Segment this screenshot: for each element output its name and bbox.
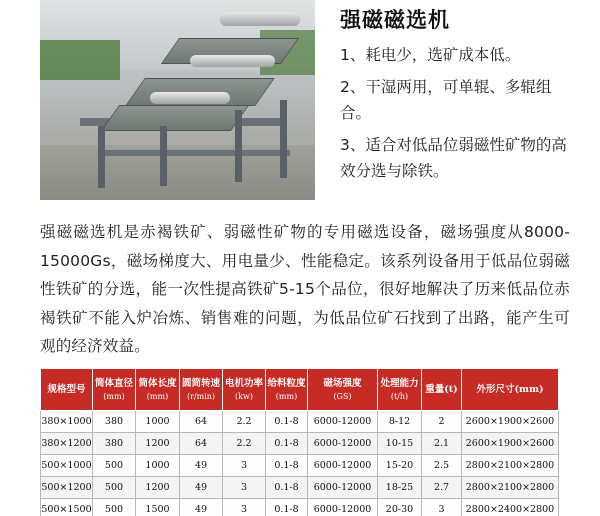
spec-table bbox=[40, 368, 559, 516]
table-cell: 2800×2400×2800 bbox=[462, 499, 559, 516]
photo-background-machine bbox=[40, 40, 120, 80]
table-cell: 2 bbox=[422, 411, 462, 433]
table-cell: 6000-12000 bbox=[308, 499, 378, 516]
table-cell: 0.1-8 bbox=[266, 455, 308, 477]
product-photo bbox=[40, 0, 315, 200]
table-cell: 49 bbox=[180, 477, 223, 499]
table-cell: 2.1 bbox=[422, 433, 462, 455]
table-cell: 1000 bbox=[136, 411, 180, 433]
table-cell: 2.2 bbox=[223, 411, 266, 433]
table-cell: 1000 bbox=[136, 455, 180, 477]
machine-leg bbox=[235, 110, 242, 182]
spec-table-header-row bbox=[41, 369, 559, 411]
table-cell: 500 bbox=[93, 499, 136, 516]
table-cell: 6000-12000 bbox=[308, 433, 378, 455]
machine-leg bbox=[160, 126, 167, 186]
table-cell: 500 bbox=[93, 477, 136, 499]
table-cell: 500 bbox=[93, 455, 136, 477]
table-cell: 2800×2100×2800 bbox=[462, 455, 559, 477]
machine-roller-mid bbox=[190, 55, 275, 67]
header-capacity: 处理能力 (t/h) bbox=[378, 369, 422, 411]
table-cell: 2600×1900×2600 bbox=[462, 433, 559, 455]
table-row bbox=[41, 499, 559, 516]
header-drum-diameter: 筒体直径 (mm) bbox=[93, 369, 136, 411]
table-cell: 64 bbox=[180, 433, 223, 455]
table-cell: 49 bbox=[180, 499, 223, 516]
product-title: 强磁磁选机 bbox=[340, 8, 450, 32]
table-cell: 2.5 bbox=[422, 455, 462, 477]
table-cell: 0.1-8 bbox=[266, 411, 308, 433]
table-cell: 3 bbox=[422, 499, 462, 516]
machine-leg bbox=[280, 100, 287, 178]
table-cell: 1200 bbox=[136, 433, 180, 455]
machine-frame-rail-lower bbox=[100, 150, 290, 156]
table-row bbox=[41, 455, 559, 477]
table-cell: 6000-12000 bbox=[308, 455, 378, 477]
table-cell: 15-20 bbox=[378, 455, 422, 477]
table-cell: 0.1-8 bbox=[266, 433, 308, 455]
table-cell: 0.1-8 bbox=[266, 477, 308, 499]
feature-item: 2、干湿两用，可单辊、多辊组合。 bbox=[340, 78, 552, 122]
table-cell: 8-12 bbox=[378, 411, 422, 433]
header-model: 规格型号 bbox=[41, 369, 93, 411]
table-cell: 500×1000 bbox=[41, 455, 93, 477]
table-row bbox=[41, 433, 559, 455]
product-description: 强磁磁选机是赤褐铁矿、弱磁性矿物的专用磁选设备，磁场强度从8000-15000Gs，磁场梯度大、用电量少、性能稳定。该系列设备用于低品位弱磁性铁矿的分选，能一次性提高铁矿5-15个品位，很好地解决了历来低品位赤褐铁矿不能入炉冶炼、销售难的问题，为低品位矿石找到了出路，能产生可观的经济效益。 bbox=[40, 223, 570, 355]
table-row bbox=[41, 411, 559, 433]
table-cell: 3 bbox=[223, 499, 266, 516]
table-cell: 10-15 bbox=[378, 433, 422, 455]
table-cell: 64 bbox=[180, 411, 223, 433]
header-motor-power: 电机功率 (kw) bbox=[223, 369, 266, 411]
table-cell: 20-30 bbox=[378, 499, 422, 516]
feature-item: 1、耗电少，选矿成本低。 bbox=[340, 46, 521, 64]
machine-roller-low bbox=[150, 92, 230, 104]
header-dimensions: 外形尺寸(mm) bbox=[462, 369, 559, 411]
table-cell: 49 bbox=[180, 455, 223, 477]
machine-roller-top bbox=[220, 12, 300, 26]
header-drum-speed: 圆筒转速 (r/min) bbox=[180, 369, 223, 411]
table-cell: 0.1-8 bbox=[266, 499, 308, 516]
header-drum-length: 筒体长度 (mm) bbox=[136, 369, 180, 411]
header-weight: 重量(t) bbox=[422, 369, 462, 411]
feature-item: 3、适合对低品位弱磁性矿物的高效分选与除铁。 bbox=[340, 136, 567, 180]
table-cell: 2600×1900×2600 bbox=[462, 411, 559, 433]
table-cell: 380×1000 bbox=[41, 411, 93, 433]
table-cell: 2.2 bbox=[223, 433, 266, 455]
table-cell: 6000-12000 bbox=[308, 411, 378, 433]
table-row bbox=[41, 477, 559, 499]
table-cell: 3 bbox=[223, 455, 266, 477]
header-feed-size: 给料粒度 (mm) bbox=[266, 369, 308, 411]
table-cell: 1500 bbox=[136, 499, 180, 516]
header-magnetic-intensity: 磁场强度 (GS) bbox=[308, 369, 378, 411]
machine-belt-2 bbox=[101, 105, 249, 131]
table-cell: 380×1200 bbox=[41, 433, 93, 455]
table-cell: 500×1200 bbox=[41, 477, 93, 499]
table-cell: 380 bbox=[93, 411, 136, 433]
table-cell: 2800×2100×2800 bbox=[462, 477, 559, 499]
machine-leg bbox=[98, 126, 105, 188]
feature-list bbox=[340, 42, 580, 184]
table-cell: 6000-12000 bbox=[308, 477, 378, 499]
table-cell: 380 bbox=[93, 433, 136, 455]
table-cell: 1200 bbox=[136, 477, 180, 499]
table-cell: 500×1500 bbox=[41, 499, 93, 516]
table-cell: 2.7 bbox=[422, 477, 462, 499]
table-cell: 3 bbox=[223, 477, 266, 499]
table-cell: 18-25 bbox=[378, 477, 422, 499]
